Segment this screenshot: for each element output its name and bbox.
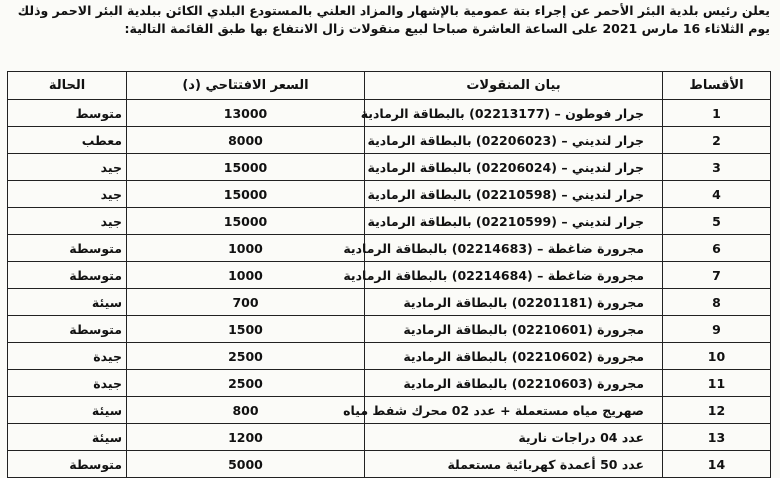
price-cell: 2500	[127, 343, 365, 370]
price-cell: 15000	[127, 154, 365, 181]
price-cell: 1000	[127, 235, 365, 262]
description-cell: مجرورة (02210602) بالبطاقة الرمادية	[365, 343, 663, 370]
table-header-row	[8, 72, 771, 100]
table-row	[8, 343, 771, 370]
description-cell: مجرورة (02210603) بالبطاقة الرمادية	[365, 370, 663, 397]
condition-cell: جيد	[8, 208, 127, 235]
header-opening-price: السعر الافتتاحي (د)	[127, 72, 365, 100]
announcement-intro	[6, 2, 770, 38]
lot-cell: 10	[663, 343, 771, 370]
lots-table	[7, 71, 771, 478]
condition-cell: متوسطة	[8, 451, 127, 478]
table-row	[8, 316, 771, 343]
description-cell: جرار لنديني – (02210599) بالبطاقة الرمادية	[365, 208, 663, 235]
description-cell: عدد 04 دراجات نارية	[365, 424, 663, 451]
lot-cell: 5	[663, 208, 771, 235]
price-cell: 15000	[127, 208, 365, 235]
header-description: بيان المنقولات	[365, 72, 663, 100]
description-cell: جرار لنديني – (02206023) بالبطاقة الرمادية	[365, 127, 663, 154]
price-cell: 1200	[127, 424, 365, 451]
table-row	[8, 154, 771, 181]
header-condition: الحالة	[8, 72, 127, 100]
lot-cell: 7	[663, 262, 771, 289]
lot-cell: 4	[663, 181, 771, 208]
description-cell: مجرورة ضاغطة – (02214683) بالبطاقة الرمادية	[365, 235, 663, 262]
description-cell: عدد 50 أعمدة كهربائية مستعملة	[365, 451, 663, 478]
description-cell: مجرورة (02210601) بالبطاقة الرمادية	[365, 316, 663, 343]
condition-cell: جيدة	[8, 370, 127, 397]
price-cell: 1000	[127, 262, 365, 289]
price-cell: 5000	[127, 451, 365, 478]
description-cell: جرار لنديني – (02206024) بالبطاقة الرمادية	[365, 154, 663, 181]
condition-cell: متوسط	[8, 100, 127, 127]
lot-cell: 8	[663, 289, 771, 316]
price-cell: 8000	[127, 127, 365, 154]
lot-cell: 2	[663, 127, 771, 154]
table-row	[8, 424, 771, 451]
lot-cell: 3	[663, 154, 771, 181]
condition-cell: معطب	[8, 127, 127, 154]
description-cell: مجرورة (02201181) بالبطاقة الرمادية	[365, 289, 663, 316]
lot-cell: 1	[663, 100, 771, 127]
price-cell: 800	[127, 397, 365, 424]
table-row	[8, 289, 771, 316]
price-cell: 2500	[127, 370, 365, 397]
lot-cell: 14	[663, 451, 771, 478]
table-row	[8, 235, 771, 262]
table-row	[8, 397, 771, 424]
condition-cell: جيد	[8, 181, 127, 208]
intro-line-2: يوم الثلاثاء 16 مارس 2021 على الساعة العاشرة صباحا لبيع منقولات زال الانتفاع بها طبق القائمة التالية:	[124, 21, 770, 36]
condition-cell: متوسطة	[8, 262, 127, 289]
condition-cell: متوسطة	[8, 316, 127, 343]
table-row	[8, 208, 771, 235]
table-row	[8, 100, 771, 127]
price-cell: 15000	[127, 181, 365, 208]
lot-cell: 13	[663, 424, 771, 451]
price-cell: 1500	[127, 316, 365, 343]
lot-cell: 12	[663, 397, 771, 424]
table-row	[8, 451, 771, 478]
description-cell: جرار فوطون – (02213177) بالبطاقة الرمادية	[365, 100, 663, 127]
condition-cell: جيد	[8, 154, 127, 181]
header-lot: الأقساط	[663, 72, 771, 100]
lots-table-container	[7, 71, 770, 478]
description-cell: مجرورة ضاغطة – (02214684) بالبطاقة الرمادية	[365, 262, 663, 289]
price-cell: 700	[127, 289, 365, 316]
table-row	[8, 181, 771, 208]
lot-cell: 9	[663, 316, 771, 343]
intro-line-1: يعلن رئيس بلدية البئر الأحمر عن إجراء بتة عمومية بالإشهار والمزاد العلني بالمستودع البلدي الكائن ببلدية البئر الاحمر وذلك	[17, 3, 770, 18]
table-row	[8, 262, 771, 289]
table-body	[8, 100, 771, 478]
condition-cell: سيئة	[8, 397, 127, 424]
price-cell: 13000	[127, 100, 365, 127]
table-row	[8, 370, 771, 397]
description-cell: جرار لنديني – (02210598) بالبطاقة الرمادية	[365, 181, 663, 208]
lot-cell: 11	[663, 370, 771, 397]
condition-cell: سيئة	[8, 289, 127, 316]
condition-cell: متوسطة	[8, 235, 127, 262]
description-cell: صهريج مياه مستعملة + عدد 02 محرك شفط مياه	[365, 397, 663, 424]
lot-cell: 6	[663, 235, 771, 262]
condition-cell: جيدة	[8, 343, 127, 370]
table-row	[8, 127, 771, 154]
condition-cell: سيئة	[8, 424, 127, 451]
